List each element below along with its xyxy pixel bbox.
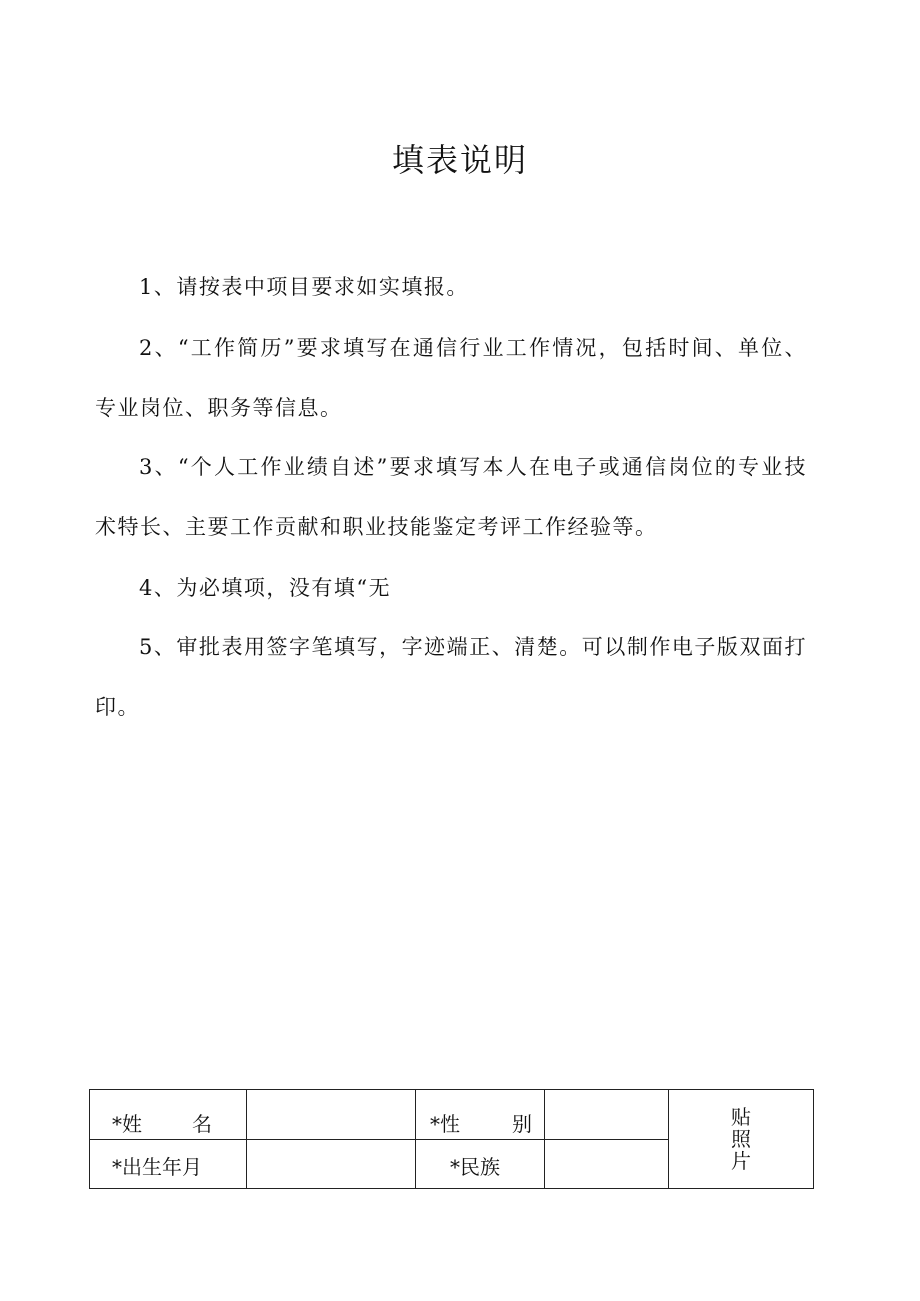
instruction-4: 4、为必填项，没有填“无 — [139, 576, 392, 600]
name-label-right: 名 — [192, 1111, 212, 1136]
instruction-3: 3、“个人工作业绩自述”要求填写本人在电子或通信岗位的专业技术特长、主要工作贡献和职业技能鉴定考评工作经验等。 — [95, 455, 807, 539]
name-field[interactable] — [247, 1090, 416, 1140]
gender-label-right: 别 — [512, 1111, 532, 1136]
photo-box[interactable] — [669, 1090, 814, 1189]
gender-field[interactable] — [545, 1090, 669, 1140]
instruction-1: 1、请按表中项目要求如实填报。 — [139, 275, 469, 299]
ethnicity-label: *民族 — [416, 1139, 545, 1189]
gender-label-left: *性 — [430, 1111, 460, 1136]
birth-label: *出生年月 — [90, 1139, 247, 1189]
name-label — [90, 1090, 247, 1140]
page-title: 填表说明 — [391, 141, 528, 179]
instruction-2: 2、“工作简历”要求填写在通信行业工作情况，包括时间、单位、专业岗位、职务等信息。 — [95, 336, 807, 420]
instruction-5: 5、审批表用签字笔填写，字迹端正、清楚。可以制作电子版双面打印。 — [95, 635, 807, 719]
birth-field[interactable] — [247, 1139, 416, 1189]
gender-label — [416, 1090, 545, 1140]
name-label-left: *姓 — [112, 1111, 142, 1136]
ethnicity-field[interactable] — [545, 1139, 669, 1189]
photo-label: 贴照片 — [731, 1105, 751, 1173]
personal-info-table — [89, 1089, 814, 1189]
